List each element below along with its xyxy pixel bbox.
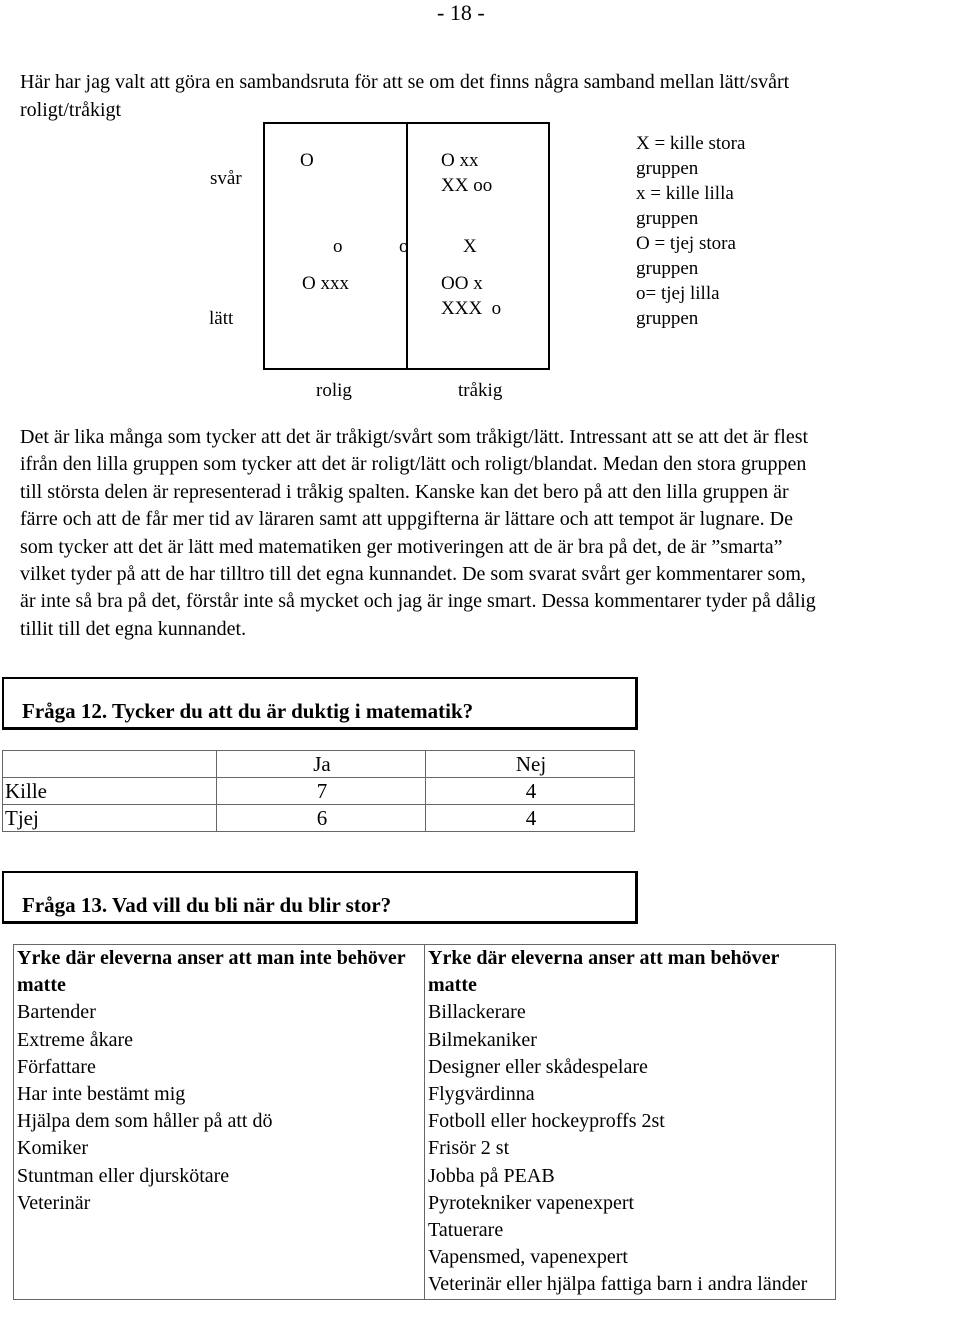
cell-top-left: O: [300, 150, 314, 171]
list-item: Veterinär: [17, 1191, 91, 1214]
intro-paragraph: [20, 68, 789, 124]
body-line: tillit till det egna kunnandet.: [20, 617, 247, 640]
intro-line: roligt/tråkigt: [20, 99, 122, 121]
list-item: Bartender: [17, 1001, 96, 1024]
y-axis-top-label: svår: [210, 168, 242, 189]
question12-box: [2, 677, 638, 730]
list-item: Författare: [17, 1055, 96, 1078]
legend-line: x = kille lilla: [636, 183, 734, 204]
question12-title: Fråga 12. Tycker du att du är duktig i matematik?: [22, 699, 474, 723]
question13-box: [2, 871, 638, 924]
list-item: Billackerare: [428, 1001, 526, 1024]
table-cell: Kille: [3, 778, 217, 805]
legend-line: gruppen: [636, 158, 699, 179]
cell-bottom-right-line: XXX o: [441, 298, 502, 319]
page-number: - 18 -: [437, 0, 485, 25]
body-line: vilket tyder på att de har tilltro till det egna kunnandet. De som svarat svårt ger kommentarer som,: [20, 563, 806, 586]
y-axis-bottom-label: lätt: [209, 308, 234, 329]
table-row: [3, 805, 635, 832]
list-item: Designer eller skådespelare: [428, 1055, 648, 1078]
cell-mid-left-mark: o: [399, 236, 409, 257]
legend-line: o= tjej lilla: [636, 283, 720, 304]
legend-line: O = tjej stora: [636, 233, 736, 254]
list-item: Tatuerare: [428, 1219, 504, 1242]
table-cell: 6: [217, 805, 426, 832]
table-header-row: [3, 751, 635, 778]
legend-line: gruppen: [636, 308, 699, 329]
list-item: Fotboll eller hockeyproffs 2st: [428, 1110, 665, 1133]
question13-title: Fråga 13. Vad vill du bli när du blir stor?: [22, 893, 392, 917]
body-line: är inte så bra på det, förstår inte så mycket och jag är inge smart. Dessa kommentarer tyder på dålig: [20, 590, 816, 613]
list-item: Har inte bestämt mig: [17, 1083, 186, 1106]
body-line: färre och att de får mer tid av läraren samt att uppgifterna är lättare och att tempot är lugnare. De: [20, 508, 793, 531]
cell-top-right-line: O xx: [441, 150, 479, 171]
table-header-cell: Nej: [426, 751, 635, 778]
body-line: som tycker att det är lätt med matematiken ger motiveringen att de är bra på det, de är ”smarta”: [20, 535, 783, 558]
grid-legend: [636, 131, 745, 331]
table-cell: 4: [426, 805, 635, 832]
list-item: Hjälpa dem som håller på att dö: [17, 1110, 273, 1133]
intro-line: Här har jag valt att göra en sambandsruta för att se om det finns några samband mellan lätt/svårt: [20, 71, 790, 93]
table-row: [3, 778, 635, 805]
right-column-header: Yrke där eleverna anser att man behöver matte: [428, 947, 780, 997]
left-column: [14, 945, 425, 1300]
legend-line: gruppen: [636, 258, 699, 279]
left-column-header: Yrke där eleverna anser att man inte behöver matte: [17, 947, 406, 997]
list-item: Extreme åkare: [17, 1028, 134, 1051]
question13-table: [13, 944, 836, 1300]
x-axis-left-label: rolig: [316, 380, 352, 401]
body-line: till största delen är representerad i tråkig spalten. Kanske kan det bero på att den lilla gruppen är: [20, 480, 789, 503]
table-cell: 4: [426, 778, 635, 805]
cell-mid-left-mark: o: [333, 236, 343, 257]
right-column: [425, 945, 836, 1300]
body-line: ifrån den lilla gruppen som tycker att det är roligt/lätt och roligt/blandat. Medan den stora gruppen: [20, 453, 807, 476]
table-cell: 7: [217, 778, 426, 805]
legend-line: X = kille stora: [636, 133, 746, 154]
cell-top-right-line: XX oo: [441, 175, 493, 196]
list-item: Komiker: [17, 1137, 89, 1160]
legend-line: gruppen: [636, 208, 699, 229]
list-item: Veterinär eller hjälpa fattiga barn i andra länder: [428, 1273, 808, 1296]
list-item: Frisör 2 st: [428, 1137, 510, 1160]
cell-mid-right: X: [463, 236, 477, 257]
analysis-paragraph: [20, 424, 960, 643]
table-row: [14, 945, 836, 1300]
list-item: Flygvärdinna: [428, 1083, 535, 1106]
list-item: Bilmekaniker: [428, 1028, 537, 1051]
table-header-cell: [3, 751, 217, 778]
table-cell: Tjej: [3, 805, 217, 832]
list-item: Vapensmed, vapenexpert: [428, 1246, 628, 1269]
list-item: Jobba på PEAB: [428, 1164, 555, 1187]
body-line: Det är lika många som tycker att det är tråkigt/svårt som tråkigt/lätt. Intressant att se att det är flest: [20, 426, 809, 448]
list-item: Pyrotekniker vapenexpert: [428, 1191, 635, 1214]
x-axis-right-label: tråkig: [458, 380, 503, 401]
table-header-cell: Ja: [217, 751, 426, 778]
list-item: Stuntman eller djurskötare: [17, 1164, 230, 1187]
question12-table: [2, 750, 635, 832]
cell-bottom-left: O xxx: [302, 273, 349, 294]
cell-bottom-right-line: OO x: [441, 273, 483, 294]
